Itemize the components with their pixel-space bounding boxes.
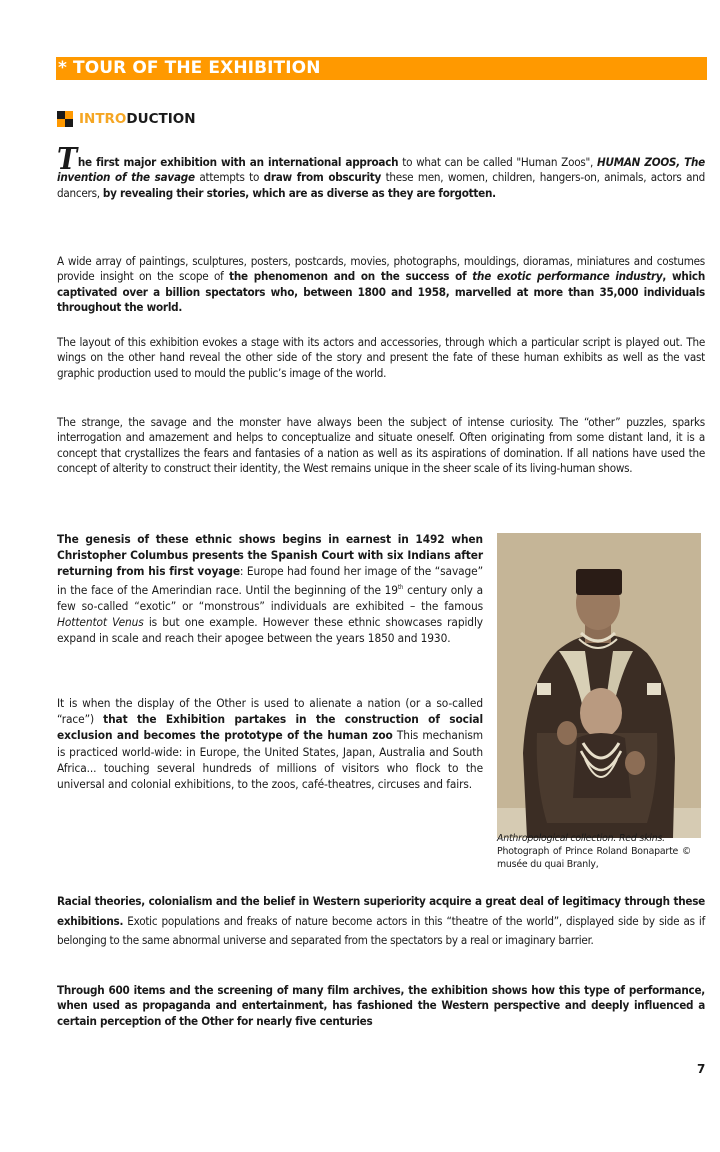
bold-text: by revealing their stories, which are as diverse as they are forgotten. [102, 185, 496, 200]
paragraph-racial-theories [57, 892, 705, 951]
section-heading [57, 110, 196, 128]
bold-text: Through 600 items and the screening of many film archives, the exhibition shows how this type of performance, when used as propaganda and entertainment, has fashioned the Western perspective and deeply influenced a certain perception of the Other for nearly five centuries [57, 983, 705, 1028]
section-banner [56, 57, 707, 80]
body-text: A wide array of paintings, sculptures, posters, postcards, movies, photographs, mouldings, dioramas, miniatures and costumes provide insight on the scope of [57, 254, 705, 284]
superscript: th [397, 583, 404, 591]
historical-photo [497, 533, 701, 838]
paragraph-other [57, 415, 705, 477]
drop-cap: T [57, 142, 77, 177]
photo-illustration [497, 533, 701, 838]
paragraph-genesis [57, 531, 483, 646]
bold-text: , which captivated over a billion spectators who, between 1800 and 1958, marvelled at more than 35,000 individuals throughout the world. [57, 269, 706, 315]
body-text: The layout of this exhibition evokes a stage with its actors and accessories, through which a particular script is played out. The wings on the other hand reveal the other side of the story and present the fate of these human exhibits as well as the vast graphic production used to mould the public’s image of the world. [57, 335, 705, 380]
banner-title: * TOUR OF THE EXHIBITION [58, 58, 321, 78]
page-number: 7 [697, 1062, 706, 1076]
caption-credit: Photograph of Prince Roland Bonaparte © musée du quai Branly, [497, 846, 691, 870]
paragraph-conclusion [57, 983, 705, 1029]
paragraph-collection [57, 254, 705, 316]
bold-text: draw from obscurity [263, 170, 382, 185]
body-text: is but one example. However these ethnic showcases rapidly expand in scale and reach their apogee between the years 1850 and 1930. [57, 614, 483, 646]
body-text: to what can be called "Human Zoos", [398, 155, 598, 169]
paragraph-layout [57, 335, 705, 381]
body-text: these men, women, children, hangers-on, animals, actors and dancers, [57, 170, 706, 200]
body-text: This mechanism is practiced world-wide: in Europe, the United States, Japan, Australia and South Africa... touching several hundreds of millions of visitors who flock to the universal and colonial exhibitions, to the zoos, café-theatres, circuses and fairs. [57, 728, 483, 792]
body-text: It is when the display of the Other is used to alienate a nation (or a so-called “race”) [57, 696, 483, 727]
photo-caption [497, 832, 691, 871]
italic-text: Hottentot Venus [57, 614, 144, 629]
bold-text: the phenomenon and on the success of [229, 269, 473, 284]
heading-rest: DUCTION [126, 111, 196, 127]
body-text: The strange, the savage and the monster have always been the subject of intense curiosity. The “other” puzzles, sparks interrogation and amazement and helps to conceptualize and situate oneself. Often originating from some distant land, it is a concept that crystallizes the fears and fantasies of a nation as well as its aspirations of domination. If all nations have used the concept of alterity to construct their identity, the West remains unique in the sheer scale of its living-human shows. [57, 415, 705, 476]
bold-italic-text: the exotic performance industry [472, 269, 663, 284]
bold-text: The genesis of these ethnic shows begins in earnest in 1492 when Christopher Columbus presents the Spanish Court with six Indians after returning from his first voyage [57, 532, 483, 579]
heading-highlight: INTRO [79, 111, 127, 127]
body-text: century only a few so-called “exotic” or “monstrous” individuals are exhibited – the famous [57, 582, 484, 613]
caption-title: Anthropological collection. Red skins. [497, 833, 665, 844]
bold-text: he first major exhibition with an international approach [77, 155, 399, 169]
exhibition-title: HUMAN ZOOS, The invention of the savage [57, 155, 705, 185]
paragraph-intro [57, 142, 706, 201]
bold-text: Racial theories, colonialism and the belief in Western superiority acquire a great deal of legitimacy through these exhibitions. [57, 894, 705, 928]
body-text: attempts to [194, 170, 264, 185]
paragraph-exclusion [57, 695, 483, 792]
body-text: : Europe had found her image of the “savage” in the face of the Amerindian race. Until the beginning of the 19 [57, 564, 483, 597]
body-text: Exotic populations and freaks of nature become actors in this “theatre of the world”, displayed side by side as if belonging to the same abnormal universe and separated from the spectators by a real or imaginary barrier. [57, 913, 705, 947]
bold-text: that the Exhibition partakes in the construction of social exclusion and becomes the prototype of the human zoo [57, 712, 483, 743]
checker-square-icon [57, 111, 73, 127]
